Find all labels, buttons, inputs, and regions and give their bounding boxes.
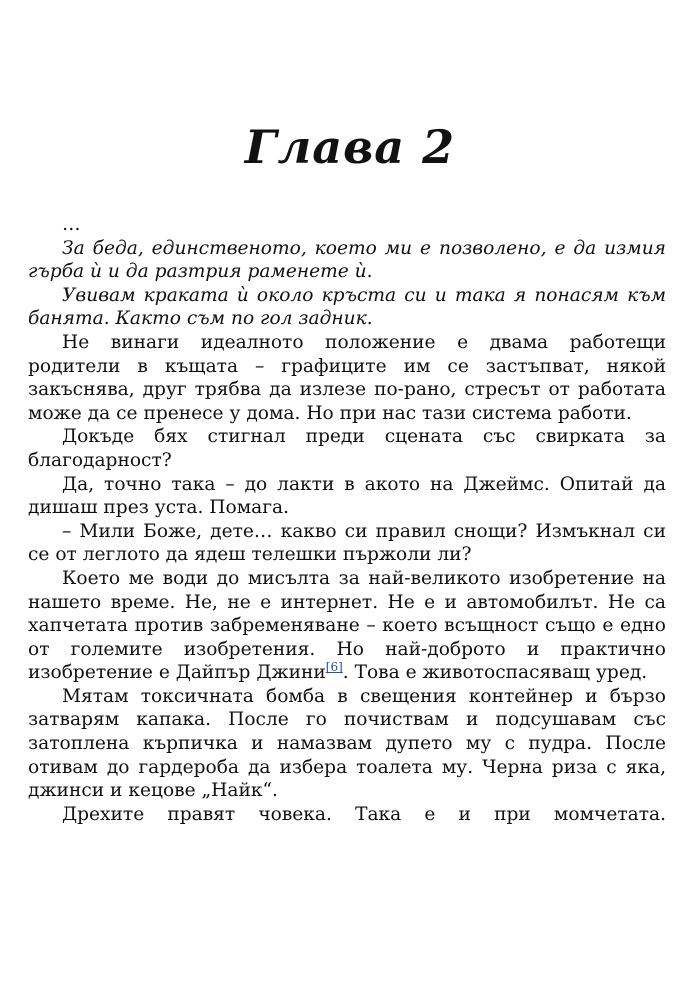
paragraph: Да, точно така – до лакти в акото на Джеймс. Опитай да дишаш през уста. Помага. — [28, 473, 666, 519]
paragraph-with-footnote — [28, 567, 666, 685]
footnote-link[interactable]: [6] — [325, 660, 343, 675]
chapter-title: Глава 2 — [244, 120, 456, 174]
paragraph: Мятам токсичната бомба в свещения контейнер и бързо затварям капака. После го почиствам и подсушавам със затоплена кърпичка и намазвам дупето му с пудра. После отивам до гардероба да избера тоалета му. Черна риза с яка, джинси и кецове „Найк“. — [28, 685, 666, 802]
paragraph-ellipsis: … — [62, 214, 81, 235]
paragraph-last: Дрехите правят човека. Така е и при момчетата. — [62, 803, 666, 825]
paragraph-dialogue: – Мили Боже, дете… какво си правил снощи? Измъкнал си се от леглото да ядеш телешки пържоли ли? — [28, 520, 666, 566]
chapter-body — [28, 213, 666, 826]
paragraph-text-before: Което ме води до мисълта за най-великото изобретение на нашето време. Не, не е интернет. Не е и автомобилът. Не са хапчетата против забременяване – което всъщност също е едно от големите изобретения. Но най-доброто и практично изобретение е Дайпър Джини — [28, 567, 666, 684]
paragraph: Докъде бях стигнал преди сцената със свирката за благодарност? — [28, 426, 666, 471]
paragraph-italic-1: За беда, единственото, което ми е позволено, е да измия гърба ѝ и да разтрия раменете ѝ. — [28, 237, 666, 283]
paragraph: Не винаги идеалното положение е двама работещи родители в къщата – графиците им се застъпват, някой закъснява, друг трябва да излезе по-рано, стресът от работата може да се пренесе у дома. Но при нас тази система работи. — [28, 331, 666, 424]
paragraph-italic-2: Увивам краката ѝ около кръста си и така я понасям към банята. Както съм по гол задник. — [28, 284, 666, 330]
paragraph-text-after: . Това е животоспасяващ уред. — [342, 662, 648, 684]
